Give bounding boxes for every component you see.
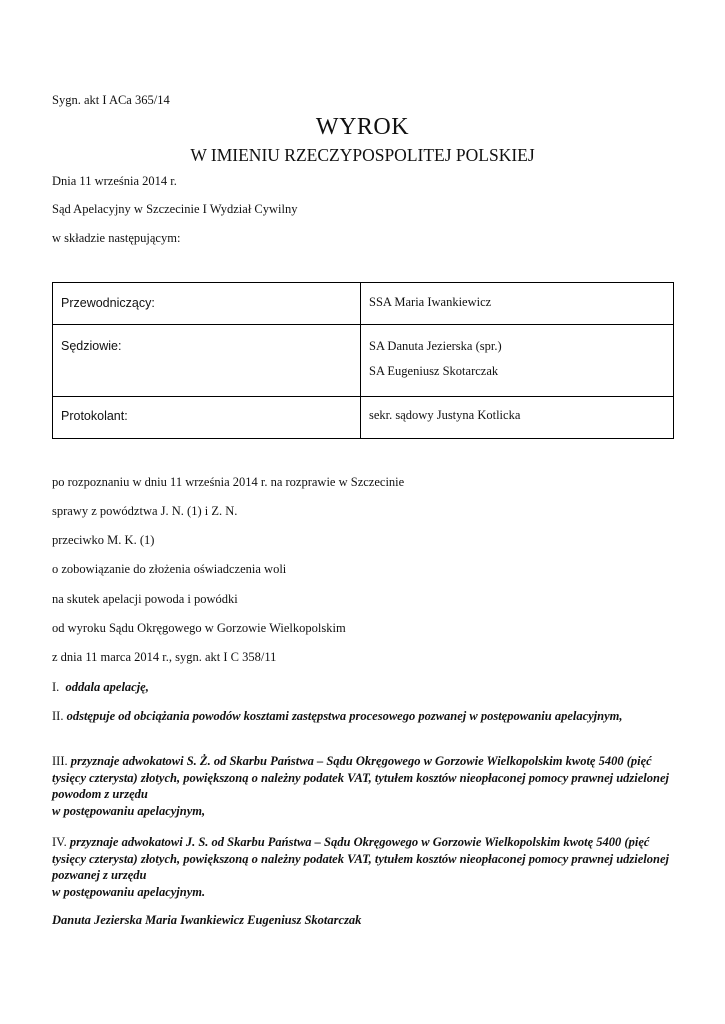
case-signature: Sygn. akt I ACa 365/14 [52,93,170,107]
clerk-label: Protokolant: [53,397,361,439]
judge-1: SA Danuta Jezierska (spr.) [369,339,502,353]
judgment-title: WYROK [315,114,410,140]
judgment-subtitle: W IMIENIU RZECZYPOSPOLITEJ POLSKIEJ [190,145,535,165]
composition-row-judges [53,325,674,397]
composition-table [52,282,674,439]
hearing-line: po rozpoznaniu w dniu 11 września 2014 r. na rozprawie w Szczecinie [52,475,405,489]
judges-values [361,325,674,397]
judges-signatures: Danuta Jezierska Maria Iwankiewicz Eugeniusz Skotarczak [52,913,362,927]
judge-2: SA Eugeniusz Skotarczak [369,364,499,378]
presiding-label: Przewodniczący: [53,283,361,325]
ruling-4-number: IV. [52,835,67,849]
ruling-3-text: przyznaje adwokatowi S. Ż. od Skarbu Państwa – Sądu Okręgowego w Gorzowie Wielkopolskim kwotę 5400 (pięć tysięcy czterysta) złotych, powiększoną o należny podatek VAT, tytułem kosztów nieopłaconej pomocy prawnej udzielonej powodom z urzędu [52,754,669,801]
ruling-4-text-cont: w postępowaniu apelacyjnym. [52,884,206,899]
composition-lead: w składzie następującym: [52,231,181,245]
ruling-3-text-cont: w postępowaniu apelacyjnym, [52,803,206,818]
court-name: Sąd Apelacyjny w Szczecinie I Wydział Cywilny [52,202,298,216]
ruling-1-text: oddala apelację, [65,680,149,694]
ruling-1-number: I. [52,680,60,694]
composition-row-presiding [53,283,674,325]
appeal-line: na skutek apelacji powoda i powódki [52,592,238,606]
defendant-line: przeciwko M. K. (1) [52,533,155,547]
judgment-of-line: od wyroku Sądu Okręgowego w Gorzowie Wielkopolskim [52,621,346,635]
judgment-date-line: z dnia 11 marca 2014 r., sygn. akt I C 358/11 [52,650,277,664]
ruling-3 [52,753,678,819]
ruling-3-number: III. [52,754,68,768]
presiding-value: SSA Maria Iwankiewicz [361,283,674,325]
ruling-4-text: przyznaje adwokatowi J. S. od Skarbu Państwa – Sądu Okręgowego w Gorzowie Wielkopolskim kwotę 5400 (pięć tysięcy czterysta) złotych, powiększoną o należny podatek VAT, tytułem kosztów nieopłaconej pomocy prawnej udzielonej pozwanej z urzędu [52,835,669,882]
clerk-value: sekr. sądowy Justyna Kotlicka [361,397,674,439]
claimants-line: sprawy z powództwa J. N. (1) i Z. N. [52,504,238,518]
ruling-2 [52,708,678,725]
judgment-date: Dnia 11 września 2014 r. [52,174,177,188]
subject-line: o zobowiązanie do złożenia oświadczenia woli [52,562,287,576]
judges-label: Sędziowie: [53,325,361,397]
composition-row-clerk [53,397,674,439]
ruling-2-number: II. [52,709,64,723]
ruling-4 [52,834,678,900]
ruling-2-text: odstępuje od obciążania powodów kosztami zastępstwa procesowego pozwanej w postępowaniu apelacyjnym, [66,709,623,723]
ruling-1 [52,679,678,696]
